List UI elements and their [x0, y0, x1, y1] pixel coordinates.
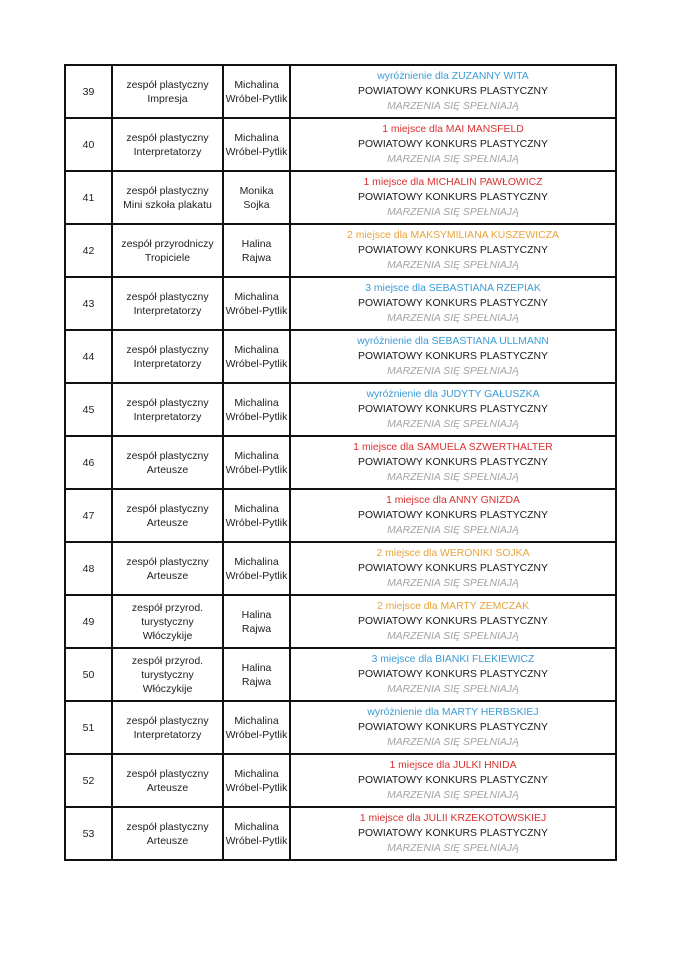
teacher-name-line: Monika: [239, 184, 274, 197]
group-name-line: zespół plastyczny: [126, 714, 209, 727]
group-cell: [112, 542, 223, 595]
teacher-cell: [223, 754, 290, 807]
group-cell: [112, 701, 223, 754]
row-number: 50: [65, 648, 112, 701]
row-number: 44: [65, 330, 112, 383]
award-result: 3 miejsce dla SEBASTIANA RZEPIAK: [365, 283, 541, 294]
awards-table-body: [65, 65, 616, 860]
row-number: 46: [65, 436, 112, 489]
teacher-cell: [223, 224, 290, 277]
award-cell: [290, 542, 616, 595]
group-name-line: Interpretatorzy: [133, 357, 202, 370]
contest-name: POWIATOWY KONKURS PLASTYCZNY: [358, 669, 548, 680]
award-cell: [290, 436, 616, 489]
group-name-line: Impresja: [147, 92, 188, 105]
group-name-line: turystyczny: [141, 615, 194, 628]
table-row: [65, 436, 616, 489]
group-cell: [112, 648, 223, 701]
contest-name: POWIATOWY KONKURS PLASTYCZNY: [358, 722, 548, 733]
teacher-name-line: Michalina: [234, 449, 279, 462]
row-number: 42: [65, 224, 112, 277]
group-cell: [112, 118, 223, 171]
group-name-line: Interpretatorzy: [133, 410, 202, 423]
award-result: 1 miejsce dla SAMUELA SZWERTHALTER: [353, 442, 553, 453]
contest-motto: MARZENIA SIĘ SPEŁNIAJĄ: [387, 313, 519, 324]
teacher-name-line: Wróbel-Pytlik: [225, 145, 288, 158]
teacher-name-line: Halina: [241, 661, 272, 674]
contest-name: POWIATOWY KONKURS PLASTYCZNY: [358, 192, 548, 203]
teacher-cell: [223, 648, 290, 701]
contest-motto: MARZENIA SIĘ SPEŁNIAJĄ: [387, 578, 519, 589]
row-number: 47: [65, 489, 112, 542]
award-result: wyróżnienie dla ZUZANNY WITA: [377, 71, 529, 82]
teacher-cell: [223, 489, 290, 542]
teacher-name-line: Michalina: [234, 78, 279, 91]
row-number: 51: [65, 701, 112, 754]
group-name-line: zespół przyrodniczy: [121, 237, 214, 250]
teacher-name-line: Wróbel-Pytlik: [225, 304, 288, 317]
row-number: 39: [65, 65, 112, 118]
teacher-cell: [223, 277, 290, 330]
award-result: 2 miejsce dla MARTY ZEMCZAK: [376, 601, 530, 612]
group-name-line: zespół przyrod.: [131, 654, 204, 667]
award-result: 2 miejsce dla MAKSYMILIANA KUSZEWICZA: [347, 230, 559, 241]
group-name-line: Włóczykije: [142, 682, 193, 695]
contest-name: POWIATOWY KONKURS PLASTYCZNY: [358, 775, 548, 786]
teacher-name-line: Halina: [241, 237, 272, 250]
group-name-line: zespół plastyczny: [126, 184, 209, 197]
teacher-name-line: Rajwa: [241, 622, 272, 635]
teacher-name-line: Rajwa: [241, 675, 272, 688]
award-cell: [290, 330, 616, 383]
table-row: [65, 542, 616, 595]
group-name-line: Mini szkoła plakatu: [123, 198, 212, 211]
table-row: [65, 277, 616, 330]
teacher-name-line: Michalina: [234, 502, 279, 515]
contest-name: POWIATOWY KONKURS PLASTYCZNY: [358, 510, 548, 521]
contest-motto: MARZENIA SIĘ SPEŁNIAJĄ: [387, 207, 519, 218]
teacher-name-line: Sojka: [243, 198, 270, 211]
group-name-line: Interpretatorzy: [133, 304, 202, 317]
teacher-cell: [223, 330, 290, 383]
contest-motto: MARZENIA SIĘ SPEŁNIAJĄ: [387, 684, 519, 695]
teacher-name-line: Michalina: [234, 290, 279, 303]
table-row: [65, 383, 616, 436]
award-result: 1 miejsce dla MAI MANSFELD: [382, 124, 524, 135]
teacher-cell: [223, 807, 290, 860]
award-result: wyróżnienie dla JUDYTY GAŁUSZKA: [366, 389, 540, 400]
teacher-name-line: Wróbel-Pytlik: [225, 92, 288, 105]
contest-name: POWIATOWY KONKURS PLASTYCZNY: [358, 563, 548, 574]
award-cell: [290, 595, 616, 648]
teacher-name-line: Halina: [241, 608, 272, 621]
teacher-name-line: Wróbel-Pytlik: [225, 728, 288, 741]
group-name-line: turystyczny: [141, 668, 194, 681]
group-cell: [112, 277, 223, 330]
group-cell: [112, 595, 223, 648]
teacher-name-line: Michalina: [234, 767, 279, 780]
award-result: 1 miejsce dla JULII KRZEKOTOWSKIEJ: [359, 813, 547, 824]
teacher-cell: [223, 542, 290, 595]
teacher-name-line: Michalina: [234, 714, 279, 727]
teacher-cell: [223, 118, 290, 171]
group-name-line: zespół plastyczny: [126, 78, 209, 91]
group-name-line: Arteusze: [146, 834, 189, 847]
teacher-name-line: Wróbel-Pytlik: [225, 569, 288, 582]
teacher-name-line: Wróbel-Pytlik: [225, 516, 288, 529]
award-result: wyróżnienie dla SEBASTIANA ULLMANN: [357, 336, 549, 347]
group-name-line: zespół plastyczny: [126, 449, 209, 462]
contest-motto: MARZENIA SIĘ SPEŁNIAJĄ: [387, 260, 519, 271]
contest-name: POWIATOWY KONKURS PLASTYCZNY: [358, 404, 548, 415]
group-name-line: Włóczykije: [142, 629, 193, 642]
contest-name: POWIATOWY KONKURS PLASTYCZNY: [358, 139, 548, 150]
group-name-line: zespół plastyczny: [126, 502, 209, 515]
award-result: 1 miejsce dla MICHALIN PAWŁOWICZ: [363, 177, 543, 188]
group-cell: [112, 65, 223, 118]
table-row: [65, 754, 616, 807]
award-result: 2 miejsce dla WERONIKI SOJKA: [376, 548, 530, 559]
teacher-cell: [223, 701, 290, 754]
table-row: [65, 701, 616, 754]
row-number: 43: [65, 277, 112, 330]
contest-name: POWIATOWY KONKURS PLASTYCZNY: [358, 828, 548, 839]
teacher-cell: [223, 595, 290, 648]
award-cell: [290, 383, 616, 436]
contest-motto: MARZENIA SIĘ SPEŁNIAJĄ: [387, 631, 519, 642]
row-number: 49: [65, 595, 112, 648]
contest-motto: MARZENIA SIĘ SPEŁNIAJĄ: [387, 419, 519, 430]
group-name-line: Arteusze: [146, 463, 189, 476]
group-name-line: Arteusze: [146, 781, 189, 794]
row-number: 48: [65, 542, 112, 595]
group-cell: [112, 754, 223, 807]
teacher-cell: [223, 65, 290, 118]
table-row: [65, 224, 616, 277]
table-row: [65, 65, 616, 118]
award-result: wyróżnienie dla MARTY HERBSKIEJ: [367, 707, 539, 718]
teacher-name-line: Wróbel-Pytlik: [225, 410, 288, 423]
table-row: [65, 330, 616, 383]
table-row: [65, 489, 616, 542]
award-cell: [290, 171, 616, 224]
group-name-line: zespół plastyczny: [126, 555, 209, 568]
group-cell: [112, 807, 223, 860]
contest-motto: MARZENIA SIĘ SPEŁNIAJĄ: [387, 366, 519, 377]
teacher-cell: [223, 171, 290, 224]
group-name-line: Interpretatorzy: [133, 728, 202, 741]
group-cell: [112, 330, 223, 383]
contest-motto: MARZENIA SIĘ SPEŁNIAJĄ: [387, 737, 519, 748]
awards-table: [64, 64, 617, 861]
contest-motto: MARZENIA SIĘ SPEŁNIAJĄ: [387, 843, 519, 854]
contest-name: POWIATOWY KONKURS PLASTYCZNY: [358, 616, 548, 627]
table-row: [65, 171, 616, 224]
contest-motto: MARZENIA SIĘ SPEŁNIAJĄ: [387, 472, 519, 483]
group-name-line: zespół plastyczny: [126, 767, 209, 780]
teacher-name-line: Rajwa: [241, 251, 272, 264]
teacher-name-line: Michalina: [234, 131, 279, 144]
group-name-line: zespół plastyczny: [126, 396, 209, 409]
group-name-line: Interpretatorzy: [133, 145, 202, 158]
teacher-cell: [223, 436, 290, 489]
contest-name: POWIATOWY KONKURS PLASTYCZNY: [358, 245, 548, 256]
award-cell: [290, 701, 616, 754]
group-cell: [112, 171, 223, 224]
row-number: 53: [65, 807, 112, 860]
contest-motto: MARZENIA SIĘ SPEŁNIAJĄ: [387, 525, 519, 536]
teacher-name-line: Michalina: [234, 555, 279, 568]
group-name-line: Arteusze: [146, 569, 189, 582]
award-cell: [290, 807, 616, 860]
table-row: [65, 807, 616, 860]
award-cell: [290, 277, 616, 330]
teacher-cell: [223, 383, 290, 436]
award-result: 1 miejsce dla ANNY GNIZDA: [386, 495, 520, 506]
award-cell: [290, 65, 616, 118]
contest-name: POWIATOWY KONKURS PLASTYCZNY: [358, 351, 548, 362]
award-result: 3 miejsce dla BIANKI FLEKIEWICZ: [371, 654, 535, 665]
contest-name: POWIATOWY KONKURS PLASTYCZNY: [358, 86, 548, 97]
group-name-line: Arteusze: [146, 516, 189, 529]
group-cell: [112, 489, 223, 542]
group-name-line: zespół plastyczny: [126, 820, 209, 833]
group-name-line: zespół przyrod.: [131, 601, 204, 614]
contest-motto: MARZENIA SIĘ SPEŁNIAJĄ: [387, 101, 519, 112]
group-name-line: zespół plastyczny: [126, 343, 209, 356]
group-cell: [112, 224, 223, 277]
award-result: 1 miejsce dla JULKI HNIDA: [389, 760, 517, 771]
award-cell: [290, 648, 616, 701]
row-number: 41: [65, 171, 112, 224]
award-cell: [290, 224, 616, 277]
row-number: 45: [65, 383, 112, 436]
table-row: [65, 118, 616, 171]
teacher-name-line: Wróbel-Pytlik: [225, 834, 288, 847]
teacher-name-line: Wróbel-Pytlik: [225, 781, 288, 794]
group-name-line: zespół plastyczny: [126, 131, 209, 144]
award-cell: [290, 118, 616, 171]
row-number: 52: [65, 754, 112, 807]
table-row: [65, 648, 616, 701]
contest-motto: MARZENIA SIĘ SPEŁNIAJĄ: [387, 790, 519, 801]
group-name-line: zespół plastyczny: [126, 290, 209, 303]
teacher-name-line: Michalina: [234, 396, 279, 409]
contest-name: POWIATOWY KONKURS PLASTYCZNY: [358, 457, 548, 468]
contest-motto: MARZENIA SIĘ SPEŁNIAJĄ: [387, 154, 519, 165]
teacher-name-line: Wróbel-Pytlik: [225, 463, 288, 476]
teacher-name-line: Wróbel-Pytlik: [225, 357, 288, 370]
group-cell: [112, 436, 223, 489]
teacher-name-line: Michalina: [234, 820, 279, 833]
award-cell: [290, 489, 616, 542]
group-name-line: Tropiciele: [144, 251, 191, 264]
group-cell: [112, 383, 223, 436]
row-number: 40: [65, 118, 112, 171]
teacher-name-line: Michalina: [234, 343, 279, 356]
table-row: [65, 595, 616, 648]
award-cell: [290, 754, 616, 807]
contest-name: POWIATOWY KONKURS PLASTYCZNY: [358, 298, 548, 309]
